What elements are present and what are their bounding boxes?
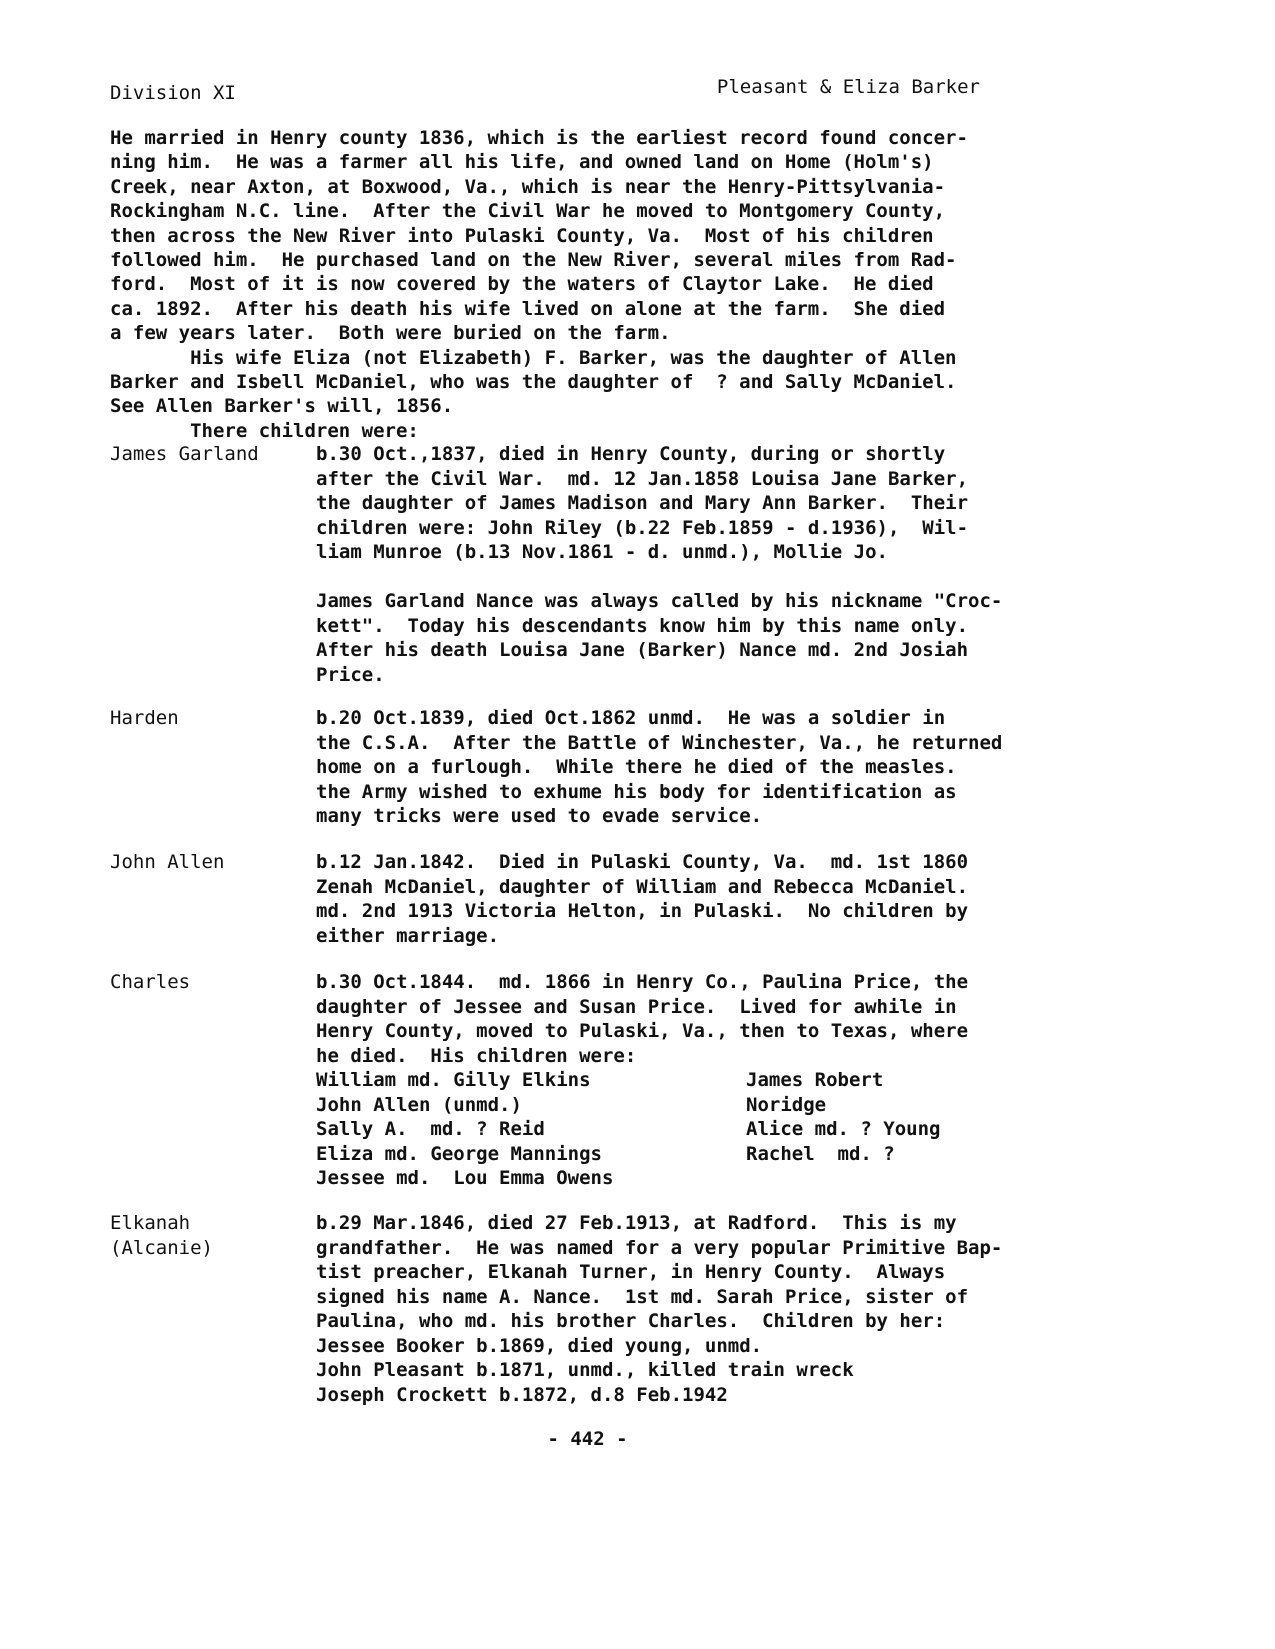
detail-line: children were: John Riley (b.22 Feb.1859 - d.1936), Wil- [316,516,969,539]
child-details [316,850,1056,948]
detail-line: liam Munroe (b.13 Nov.1861 - d. unmd.), Mollie Jo. [316,541,888,563]
intro-line: ca. 1892. After his death his wife lived on alone at the farm. She died [110,297,946,320]
detail-line: the daughter of James Madison and Mary Ann Barker. Their [316,492,969,514]
detail-line: grandfather. He was named for a very popular Primitive Bap- [316,1236,1003,1259]
child-name: John Allen [110,851,225,873]
child-item: Sally A. md. ? Reid [316,1118,545,1140]
detail-line: tist preacher, Elkanah Turner, in Henry County. Always [316,1261,946,1283]
detail-line: Jessee Booker b.1869, died young, unmd. [316,1334,763,1357]
detail-line: he died. His children were: [316,1044,637,1067]
page-number: - 442 - [547,1428,628,1450]
detail-line: Paulina, who md. his brother Charles. Children by her: [316,1310,946,1332]
detail-line: James Garland Nance was always called by his nickname "Croc- [316,590,1003,612]
child-item: James Robert [746,1069,884,1091]
detail-line: after the Civil War. md. 12 Jan.1858 Louisa Jane Barker, [316,467,969,490]
child-item: Rachel md. ? [746,1142,895,1165]
detail-line: many tricks were used to evade service. [316,805,763,827]
detail-line: the C.S.A. After the Battle of Winchester, Va., he returned [316,731,1003,754]
child-name: Harden [110,707,179,729]
child-details [316,1211,1056,1407]
intro-line: His wife Eliza (not Elizabeth) F. Barker, was the daughter of Allen [110,346,957,369]
family-heading: Pleasant & Eliza Barker [716,76,980,98]
division-heading: Division XI [110,82,236,104]
child-item: Jessee md. Lou Emma Owens [316,1167,614,1189]
intro-line: a few years later. Both were buried on the farm. [110,322,671,345]
children-list [316,1068,1056,1191]
children-column-right [746,1068,1046,1191]
intro-line: Barker and Isbell McDaniel, who was the daughter of ? and Sally McDaniel. [110,371,957,394]
detail-line: Zenah McDaniel, daughter of William and Rebecca McDaniel. [316,875,969,898]
detail-line: b.29 Mar.1846, died 27 Feb.1913, at Radford. This is my [316,1212,957,1234]
detail-line: Henry County, moved to Pulaski, Va., then to Texas, where [316,1020,969,1042]
child-name: Elkanah (Alcanie) [110,1212,213,1259]
detail-line: b.20 Oct.1839, died Oct.1862 unmd. He was a soldier in [316,707,946,729]
child-item: William md. Gilly Elkins [316,1069,591,1091]
intro-line: ford. Most of it is now covered by the waters of Claytor Lake. He died [110,273,934,296]
detail-line: b.12 Jan.1842. Died in Pulaski County, Va. md. 1st 1860 [316,851,969,873]
child-item: Noridge [746,1093,827,1116]
child-details [316,442,1056,687]
child-name: Charles [110,971,191,993]
detail-line: Price. [316,663,385,686]
intro-line: Rockingham N.C. line. After the Civil War he moved to Montgomery County, [110,200,946,223]
detail-line: home on a furlough. While there he died of the measles. [316,756,957,778]
intro-paragraph [110,126,1040,443]
detail-line: either marriage. [316,924,500,947]
child-item: Alice md. ? Young [746,1118,941,1140]
detail-line: Joseph Crockett b.1872, d.8 Feb.1942 [316,1383,728,1406]
child-item: Eliza md. George Mannings [316,1142,602,1165]
detail-line: b.30 Oct.,1837, died in Henry County, during or shortly [316,443,946,465]
child-details [316,706,1056,829]
detail-line: the Army wished to exhume his body for identification as [316,780,957,803]
child-details [316,970,1056,1191]
detail-line: kett". Today his descendants know him by this name only. [316,614,969,637]
detail-line: John Pleasant b.1871, unmd., killed train wreck [316,1359,854,1381]
child-item: John Allen (unmd.) [316,1093,522,1116]
intro-line: He married in Henry county 1836, which is the earliest record found concer- [110,127,968,149]
intro-line: ning him. He was a farmer all his life, and owned land on Home (Holm's) [110,151,934,174]
intro-line: then across the New River into Pulaski County, Va. Most of his children [110,224,934,247]
children-column-left [316,1068,746,1191]
detail-line: signed his name A. Nance. 1st md. Sarah Price, sister of [316,1285,969,1308]
intro-line: See Allen Barker's will, 1856. [110,395,454,418]
intro-line: There children were: [110,419,419,442]
intro-line: followed him. He purchased land on the New River, several miles from Rad- [110,249,957,272]
child-name: James Garland [110,443,259,465]
intro-line: Creek, near Axton, at Boxwood, Va., which is near the Henry-Pittsylvania- [110,175,946,198]
detail-line: daughter of Jessee and Susan Price. Lived for awhile in [316,995,957,1018]
detail-line: After his death Louisa Jane (Barker) Nance md. 2nd Josiah [316,639,969,661]
detail-line: md. 2nd 1913 Victoria Helton, in Pulaski. No children by [316,900,969,922]
detail-line: b.30 Oct.1844. md. 1866 in Henry Co., Paulina Price, the [316,971,969,993]
